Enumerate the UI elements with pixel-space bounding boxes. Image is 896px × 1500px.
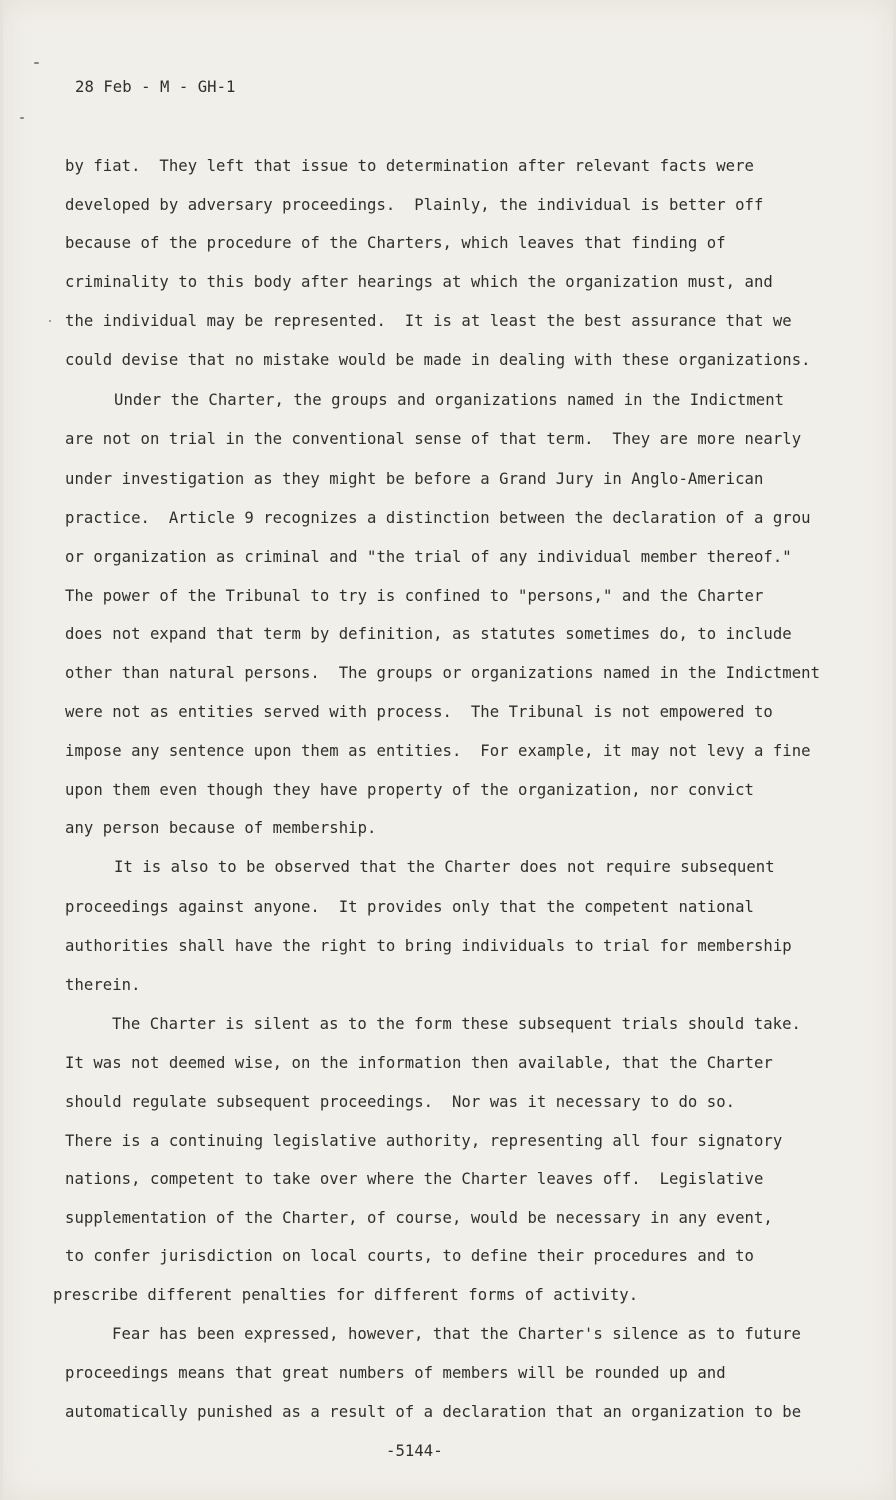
text-line: other than natural persons. The groups or organizations named in the Indictment xyxy=(65,664,821,682)
text-line: supplementation of the Charter, of course, would be necessary in any event, xyxy=(65,1209,773,1227)
text-line: Under the Charter, the groups and organizations named in the Indictment xyxy=(114,391,785,409)
punch-mark xyxy=(34,62,39,64)
text-line: upon them even though they have property of the organization, nor convict xyxy=(65,781,754,799)
text-line: the individual may be represented. It is at least the best assurance that we xyxy=(65,312,792,330)
punch-mark xyxy=(49,320,51,322)
text-line: automatically punished as a result of a declaration that an organization to be xyxy=(65,1403,802,1421)
page-number: -5144- xyxy=(386,1442,443,1460)
text-line: It is also to be observed that the Charter does not require subsequent xyxy=(114,858,775,876)
text-line: developed by adversary proceedings. Plainly, the individual is better off xyxy=(65,196,764,214)
text-line: because of the procedure of the Charters, which leaves that finding of xyxy=(65,234,726,252)
text-line: prescribe different penalties for different forms of activity. xyxy=(53,1286,639,1304)
text-line: under investigation as they might be before a Grand Jury in Anglo-American xyxy=(65,470,764,488)
text-line: should regulate subsequent proceedings. Nor was it necessary to do so. xyxy=(65,1093,736,1111)
text-line: Fear has been expressed, however, that the Charter's silence as to future xyxy=(112,1325,801,1343)
text-line: authorities shall have the right to bring individuals to trial for membership xyxy=(65,937,792,955)
text-line: could devise that no mistake would be made in dealing with these organizations. xyxy=(65,351,811,369)
text-line: nations, competent to take over where the Charter leaves off. Legislative xyxy=(65,1170,764,1188)
text-line: any person because of membership. xyxy=(65,819,377,837)
text-line: It was not deemed wise, on the information then available, that the Charter xyxy=(65,1054,773,1072)
text-line: does not expand that term by definition, as statutes sometimes do, to include xyxy=(65,625,792,643)
document-page xyxy=(3,0,893,1500)
text-line: practice. Article 9 recognizes a distinction between the declaration of a grou xyxy=(65,509,811,527)
text-line: The power of the Tribunal to try is confined to "persons," and the Charter xyxy=(65,587,764,605)
text-line: The Charter is silent as to the form these subsequent trials should take. xyxy=(112,1015,801,1033)
text-line: proceedings against anyone. It provides only that the competent national xyxy=(65,898,754,916)
text-line: therein. xyxy=(65,976,141,994)
text-line: are not on trial in the conventional sense of that term. They are more nearly xyxy=(65,430,802,448)
punch-mark xyxy=(20,117,24,119)
text-line: to confer jurisdiction on local courts, to define their procedures and to xyxy=(65,1247,754,1265)
text-line: proceedings means that great numbers of members will be rounded up and xyxy=(65,1364,726,1382)
text-line: by fiat. They left that issue to determination after relevant facts were xyxy=(65,157,754,175)
document-header: 28 Feb - M - GH-1 xyxy=(75,78,236,96)
text-line: or organization as criminal and "the trial of any individual member thereof." xyxy=(65,548,792,566)
text-line: criminality to this body after hearings at which the organization must, and xyxy=(65,273,773,291)
text-line: were not as entities served with process. The Tribunal is not empowered to xyxy=(65,703,773,721)
text-line: impose any sentence upon them as entities. For example, it may not levy a fine xyxy=(65,742,811,760)
text-line: There is a continuing legislative authority, representing all four signatory xyxy=(65,1132,783,1150)
